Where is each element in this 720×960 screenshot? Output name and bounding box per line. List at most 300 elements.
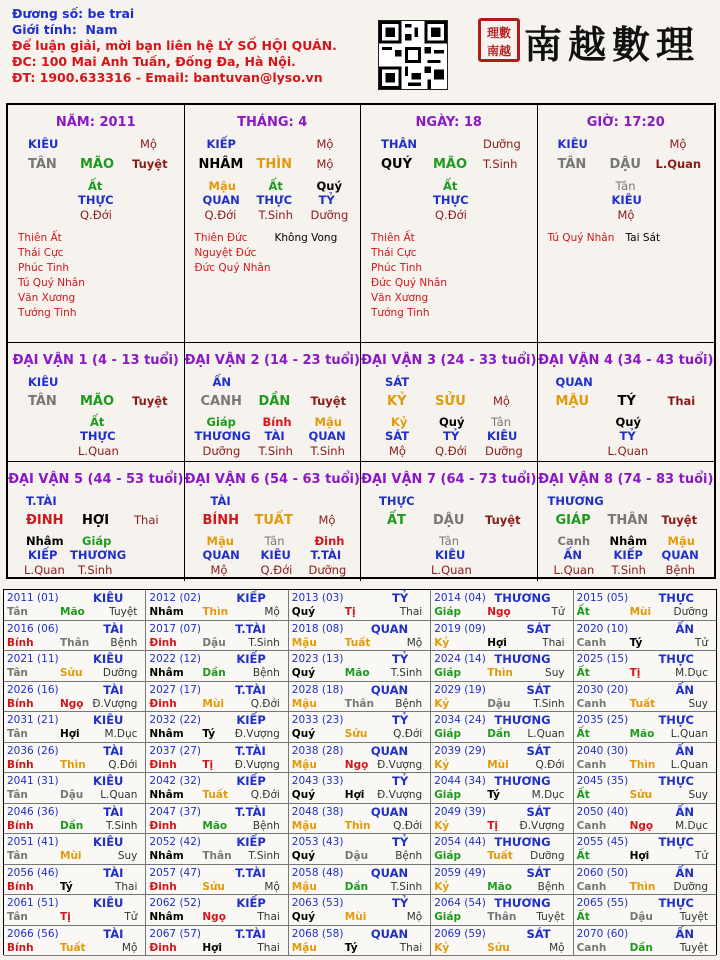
year-cell [289,773,431,804]
year-god: SÁT [526,621,551,636]
year-chi: Mùi [629,606,652,618]
year-god: KIÊU [93,652,124,666]
year-can: Nhâm [149,667,184,679]
year-chi: Mão [487,880,512,893]
year-year: 2049 (39) [434,805,486,818]
year-can: Giáp [434,728,462,740]
year-chi: Thìn [202,606,229,618]
dai-van-title: ĐẠI VẬN 3 (24 - 33 tuổi) [361,353,537,368]
year-god: KIÊU [93,591,124,605]
year-stage: Thai [399,606,423,618]
dv-stage: Thai [134,513,159,527]
year-god: T.TÀI [235,926,266,941]
dv-chi: MÃO [80,394,115,409]
hidden-can: Giáp [82,534,112,548]
pillar-status: Mộ [669,137,687,151]
pillar-thang [185,105,362,343]
year-god: ẤN [675,743,694,758]
year-can: Quý [291,728,316,740]
year-can: Tân [7,850,28,862]
dv-can: CANH [200,394,242,409]
year-year: 2031 (21) [7,714,59,726]
year-god: TỶ [392,652,409,666]
year-can: Đinh [149,819,177,832]
hidden-can: Đinh [314,534,345,548]
year-god: KIẾP [236,713,266,727]
year-year: 2018 (08) [291,622,344,635]
year-cell [574,651,716,682]
year-year: 2057 (47) [149,866,202,879]
year-chi: Mão [60,606,85,618]
year-god: KIẾP [236,652,266,666]
year-stage: Thai [542,636,565,649]
year-can: Tân [7,728,28,740]
year-stage: Tuyệt [679,941,708,954]
hidden-god: QUAN [661,548,699,562]
hidden-rel: Dưỡng [202,444,241,458]
hidden-rel: Mộ [389,444,406,458]
year-can: Kỷ [434,697,450,710]
year-can: Mậu [291,941,317,954]
hidden-rel: L.Quan [24,563,65,577]
pillar-status: Mộ [140,137,157,151]
hidden-rel: Q.Đới [204,208,237,222]
year-god: TÀI [103,682,124,697]
year-can: Ất [576,789,590,801]
dv-can: TÂN [28,394,57,409]
hidden-can: Kỷ [391,415,408,429]
year-chi: Dậu [487,697,511,710]
year-god: T.TÀI [235,865,266,880]
year-cell [574,682,716,713]
year-can: Mậu [291,880,317,893]
dv-stage: Thai [667,394,696,408]
hidden-god: KIẾP [28,548,58,562]
year-stage: M.Dục [531,789,565,801]
dv-god: KIÊU [28,375,59,389]
pillar-stage: T.Sinh [483,157,518,171]
dv-chi: DẬU [433,513,465,528]
year-cell [431,865,573,896]
hidden-rel: Mộ [210,563,228,577]
hidden-can: Nhâm [26,534,64,548]
annual-luck-table [3,589,717,955]
year-year: 2027 (17) [149,683,202,696]
year-can: Mậu [291,697,317,710]
seal-stamp: 理數 南越 [478,18,520,62]
hidden-rel: Bệnh [665,563,696,577]
year-year: 2045 (35) [576,775,629,787]
year-year: 2034 (24) [434,714,486,726]
year-can: Mậu [291,636,317,649]
dv-god: SÁT [385,375,410,389]
year-stage: M.Dục [675,819,708,832]
year-can: Tân [7,789,28,801]
year-god: QUAN [370,621,409,636]
year-chi: Tuất [60,941,86,954]
year-year: 2061 (51) [7,897,59,909]
year-god: SÁT [526,804,551,819]
hidden-rel: L.Quan [607,444,649,458]
year-chi: Mão [202,819,228,832]
year-chi: Dần [487,728,511,740]
dv-stage: Tuyệt [485,513,521,527]
year-year: 2069 (59) [434,927,486,940]
pillar-god: KIÊU [28,137,59,151]
year-stage: Đ.Vượng [519,819,565,832]
year-cell [4,773,146,804]
year-can: Quý [291,789,316,801]
year-cell [289,926,431,957]
hidden-god: THỰC [78,193,114,207]
year-cell [574,895,716,926]
year-chi: Thân [487,911,517,923]
year-stage: T.Sinh [533,697,565,710]
year-year: 2042 (32) [149,775,202,787]
year-can: Đinh [149,941,177,954]
year-chi: Ngọ [60,697,84,710]
year-chi: Sửu [629,789,653,801]
dai-van-5 [8,462,185,581]
year-chi: Tị [202,758,214,771]
year-stage: Tử [694,850,708,862]
year-stage: M.Dục [675,667,708,679]
year-year: 2044 (34) [434,775,486,787]
chart-grid [6,103,716,579]
year-cell [289,743,431,774]
year-cell [431,895,573,926]
year-year: 2039 (29) [434,744,486,757]
year-cell [146,743,288,774]
year-can: Canh [576,819,607,832]
year-god: KIÊU [93,835,124,849]
year-chi: Ngọ [629,819,654,832]
year-chi: Hợi [202,941,222,954]
year-chi: Hợi [487,636,507,649]
year-stage: T.Sinh [248,850,280,862]
pillar-can: NHÂM [198,157,244,172]
hidden-god: KIÊU [487,429,518,443]
hidden-god: TÀI [264,429,285,443]
year-can: Nhâm [149,606,184,618]
year-chi: Dần [629,941,653,954]
year-stage: Bệnh [110,636,138,649]
year-can: Đinh [149,697,177,710]
hidden-rel: T.Sinh [258,444,293,458]
year-can: Bính [7,819,34,832]
year-can: Đinh [149,758,177,771]
hidden-god: TỶ [318,193,335,207]
year-cell [289,651,431,682]
dai-van-title: ĐẠI VẬN 8 (74 - 83 tuổi) [538,472,714,487]
year-can: Bính [7,697,34,710]
contact-line-2: ĐC: 100 Mai Anh Tuấn, Đống Đa, Hà Nội. [12,54,296,69]
year-cell [4,865,146,896]
dv-god: TÀI [210,494,231,508]
dv-stage: Tuyệt [132,394,168,408]
year-can: Mậu [291,758,317,771]
year-chi: Tý [629,636,643,649]
year-chi: Tị [487,819,498,832]
hidden-can: Mậu [314,415,342,429]
year-stage: Bệnh [252,819,280,832]
year-can: Quý [291,606,316,618]
year-can: Tân [7,606,28,618]
year-stage: Bệnh [537,880,565,893]
year-cell [574,621,716,652]
year-cell [574,926,716,957]
year-god: THỰC [658,774,694,788]
year-chi: Ngọ [344,758,369,771]
year-god: TỶ [392,896,409,910]
year-can: Giáp [434,789,462,801]
year-can: Canh [576,697,607,710]
pillar-title: THÁNG: 4 [237,115,308,130]
year-stage: Đ.Vượng [234,728,280,740]
year-god: ẤN [675,682,694,697]
dv-chi: SỬU [435,394,466,409]
year-chi: Thìn [344,819,371,832]
year-year: 2037 (27) [149,744,202,757]
hidden-can: Mậu [667,534,695,548]
year-cell [4,834,146,865]
year-chi: Thìn [60,758,86,771]
year-year: 2043 (33) [291,775,344,787]
hidden-god: TỶ [443,429,460,443]
year-chi: Dậu [60,789,84,801]
year-can: Bính [7,636,34,649]
year-chi: Hợi [629,850,650,862]
year-can: Canh [576,758,607,771]
year-year: 2064 (54) [434,897,486,909]
year-god: TỶ [392,774,409,788]
year-chi: Sửu [202,880,225,893]
year-can: Ất [576,606,590,618]
dai-van-title: ĐẠI VẬN 1 (4 - 13 tuổi) [12,353,179,368]
hidden-rel: T.Sinh [258,208,293,222]
pillar-gio [538,105,715,343]
year-chi: Hợi [344,789,365,801]
year-year: 2066 (56) [7,927,59,940]
dv-chi: TÝ [617,394,636,409]
year-stage: Suy [117,850,138,862]
year-god: TỶ [392,591,409,605]
pillar-god: THÂN [381,137,417,151]
year-cell [289,804,431,835]
year-can: Kỷ [434,941,450,954]
hidden-rel: Dưỡng [310,208,349,222]
year-cell [289,865,431,896]
year-can: Quý [291,911,316,923]
year-stage: Q.Đới [108,758,138,771]
dv-can: ĐINH [26,513,64,528]
year-cell [431,682,573,713]
year-god: SÁT [526,865,551,880]
dv-chi: DẦN [258,394,291,409]
hidden-rel: Dưỡng [485,444,523,458]
year-chi: Mão [344,667,370,679]
dv-chi: TUẤT [254,513,293,528]
year-can: Ất [576,667,590,679]
hidden-can: Bính [262,415,292,429]
year-chi: Tị [60,911,71,923]
qr-code [378,20,448,90]
year-chi: Tuất [487,850,513,862]
year-cell [289,895,431,926]
dai-van-8 [538,462,715,581]
hidden-rel: Dưỡng [308,563,347,577]
year-god: KIẾP [236,591,266,605]
year-stage: Bệnh [395,850,423,862]
year-cell [146,926,288,957]
year-god: TÀI [103,804,124,819]
year-god: KIẾP [236,835,266,849]
year-cell [574,712,716,743]
year-can: Tân [7,667,28,679]
pillar-god: KIẾP [206,137,236,151]
dai-van-title: ĐẠI VẬN 5 (44 - 53 tuổi) [8,472,184,487]
year-can: Giáp [434,606,462,618]
stars-bad: Tai Sát [625,232,661,244]
year-chi: Thân [344,697,374,710]
hidden-god: THỰC [433,193,469,207]
hidden-rel: T.Sinh [78,563,113,577]
pillar-can: QUÝ [381,157,413,172]
hidden-can: Ất [443,179,458,193]
year-year: 2060 (50) [576,866,629,879]
pillar-chi: MÃO [80,157,115,172]
year-god: TÀI [103,865,124,880]
dv-can: BÍNH [202,513,240,528]
year-year: 2011 (01) [7,592,59,604]
year-stage: L.Quan [670,758,708,771]
year-god: QUAN [370,865,409,880]
year-can: Bính [7,941,34,954]
hidden-can: Mậu [206,534,234,548]
year-year: 2058 (48) [291,866,344,879]
year-stage: Tử [124,911,138,923]
year-stage: T.Sinh [390,667,423,679]
dv-stage: Mộ [493,394,510,408]
year-cell [289,712,431,743]
year-can: Tân [7,911,28,923]
pillar-stage: L.Quan [655,157,702,171]
hidden-rel: L.Quan [431,563,472,577]
year-chi: Ngọ [487,606,511,618]
hidden-rel: T.Sinh [310,444,345,458]
year-stage: Đ.Vượng [234,758,280,771]
hidden-god: THỰC [256,193,293,207]
year-god: THỰC [658,713,694,727]
year-stage: Thai [114,880,138,893]
year-god: TỶ [392,713,409,727]
year-chi: Dậu [202,636,226,649]
year-chi: Mùi [202,697,224,710]
year-stage: Q.Đới [393,728,423,740]
year-can: Bính [7,880,34,893]
year-year: 2022 (12) [149,653,202,665]
brand-logo: 南越數理 [524,22,701,67]
dv-can: KỶ [387,394,407,409]
year-god: SÁT [526,926,551,941]
year-chi: Dậu [344,850,369,862]
year-god: QUAN [370,804,409,819]
duong-so: Đương số: be trai [12,6,135,21]
year-god: KIẾP [236,774,266,788]
pillar-stage: Tuyệt [132,157,168,171]
year-cell [431,834,573,865]
year-chi: Tý [202,728,216,740]
pillar-ngay [361,105,538,343]
dai-van-2 [185,343,362,462]
year-year: 2013 (03) [291,592,344,604]
hidden-can: Canh [557,534,591,548]
year-cell [289,621,431,652]
year-stage: Dưỡng [673,880,708,893]
year-god: ẤN [675,865,694,880]
year-can: Kỷ [434,636,450,649]
dai-van-title: ĐẠI VẬN 7 (64 - 73 tuổi) [361,472,537,487]
year-god: T.TÀI [235,621,266,636]
header-info [12,6,337,86]
year-cell [4,590,146,621]
year-stage: T.Sinh [390,880,423,893]
year-chi: Dần [202,667,226,679]
year-year: 2050 (40) [576,805,629,818]
year-god: KIÊU [93,774,124,788]
year-cell [431,773,573,804]
dv-chi: HỢI [82,513,110,528]
pillar-status: Dưỡng [483,137,521,151]
year-stage: Suy [688,697,708,710]
hidden-rel: Q.Đới [435,208,467,222]
year-god: TÀI [103,743,124,758]
hidden-can: Ất [88,179,103,193]
hidden-can: Tân [615,179,636,193]
year-year: 2070 (60) [576,927,629,940]
year-god: THỰC [658,591,694,605]
year-year: 2067 (57) [149,927,202,940]
stars-bad: Không Vong [274,232,338,244]
year-chi: Tý [60,880,73,893]
year-cell [146,895,288,926]
year-chi: Thìn [629,758,656,771]
stars-good: Thiên Ất Thái Cực Phúc Tinh Tú Quý Nhân Văn Xương Tướng Tinh [18,232,85,319]
hidden-can: Quý [439,415,465,429]
year-year: 2030 (20) [576,683,629,696]
year-stage: Đ.Vượng [377,789,423,801]
year-stage: Mộ [549,941,565,954]
year-stage: Dưỡng [530,850,565,862]
year-year: 2038 (28) [291,744,344,757]
stars-good: Thiên Ất Thái Cực Phúc Tinh Đức Quý Nhân Văn Xương Tướng Tinh [371,232,447,319]
hidden-god: KIÊU [260,548,291,562]
year-cell [4,712,146,743]
year-cell [574,804,716,835]
year-god: ẤN [675,804,694,819]
year-can: Quý [291,667,316,679]
year-can: Canh [576,636,607,649]
dai-van-6 [185,462,362,581]
year-stage: Tuyệt [536,911,565,923]
year-cell [289,590,431,621]
dai-van-1 [8,343,185,462]
year-stage: Mộ [264,606,280,618]
contact-line-1: Để luận giải, mời bạn liên hệ LÝ SỐ HỘI QUÁN. [12,38,337,53]
year-cell [574,743,716,774]
year-god: KIÊU [93,896,124,910]
year-year: 2029 (19) [434,683,486,696]
